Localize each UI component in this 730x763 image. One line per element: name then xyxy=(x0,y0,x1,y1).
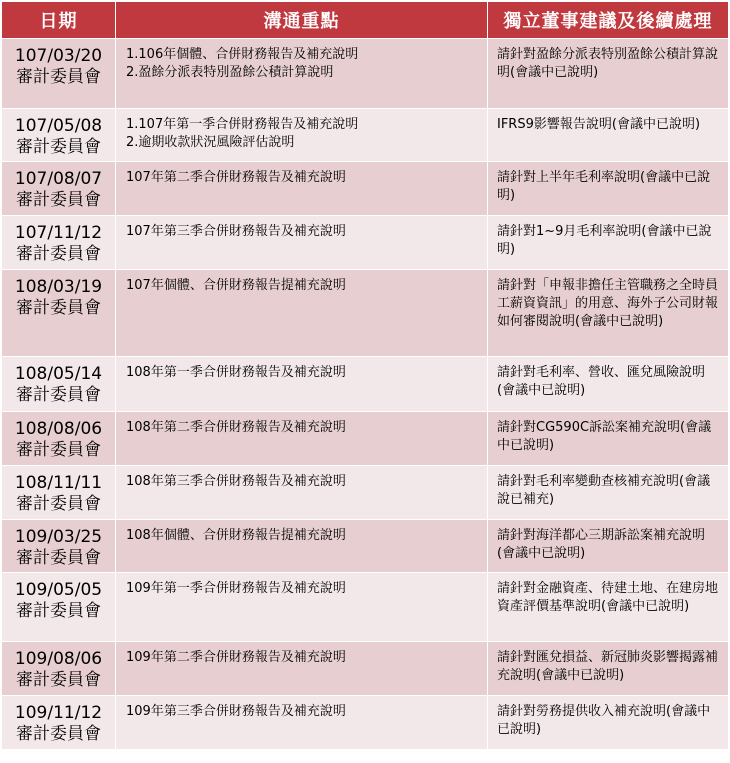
director-note: IFRS9影響報告說明(會議中已說明) xyxy=(497,117,701,132)
director-note: 請針對盈餘分派表特別盈餘公積計算說明(會議中已說明) xyxy=(497,47,719,80)
topic-cell xyxy=(116,216,488,270)
table-row xyxy=(2,696,729,750)
date-cell xyxy=(2,109,116,162)
note-cell xyxy=(488,696,729,750)
note-cell xyxy=(488,573,729,642)
topic-cell xyxy=(116,412,488,466)
date-cell xyxy=(2,39,116,109)
table-row xyxy=(2,39,729,109)
table-row xyxy=(2,466,729,520)
director-note: 請針對上半年毛利率說明(會議中已說明) xyxy=(497,170,711,203)
meeting-date: 109/08/06 xyxy=(14,649,103,669)
topic-item: 108年第一季合併財務報告及補充說明 xyxy=(126,365,346,380)
date-cell xyxy=(2,573,116,642)
topic-item: 1.107年第一季合併財務報告及補充說明 xyxy=(126,117,359,132)
director-note: 請針對海洋都心三期訴訟案補充說明(會議中已說明) xyxy=(497,528,706,561)
meeting-date: 109/05/05 xyxy=(14,580,103,600)
committee-name: 審計委員會 xyxy=(16,494,101,514)
date-cell xyxy=(2,162,116,216)
meeting-date: 109/11/12 xyxy=(14,703,103,723)
director-note: 請針對CG590C訴訟案補充說明(會議中已說明) xyxy=(497,420,712,453)
meeting-date: 108/05/14 xyxy=(14,364,103,384)
date-cell xyxy=(2,357,116,412)
note-cell xyxy=(488,520,729,573)
date-cell xyxy=(2,412,116,466)
note-cell xyxy=(488,642,729,696)
meeting-date: 108/11/11 xyxy=(14,473,103,493)
note-cell xyxy=(488,39,729,109)
topic-cell xyxy=(116,466,488,520)
note-cell xyxy=(488,162,729,216)
table-row xyxy=(2,520,729,573)
meeting-date: 108/08/06 xyxy=(14,419,103,439)
date-cell xyxy=(2,642,116,696)
table-row xyxy=(2,162,729,216)
topic-cell xyxy=(116,642,488,696)
table-row xyxy=(2,109,729,162)
committee-name: 審計委員會 xyxy=(16,190,101,210)
communication-table xyxy=(1,1,729,750)
topic-item: 109年第二季合併財務報告及補充說明 xyxy=(126,650,346,665)
note-cell xyxy=(488,109,729,162)
director-note: 請針對毛利率、營收、匯兌風險說明(會議中已說明) xyxy=(497,365,706,398)
date-cell xyxy=(2,466,116,520)
committee-name: 審計委員會 xyxy=(16,244,101,264)
topic-item: 108年第三季合併財務報告及補充說明 xyxy=(126,474,346,489)
director-note: 請針對金融資產、待建土地、在建房地資產評價基準說明(會議中已說明) xyxy=(497,581,719,614)
meeting-date: 107/03/20 xyxy=(14,46,103,66)
topic-cell xyxy=(116,520,488,573)
topic-item: 108年個體、合併財務報告提補充說明 xyxy=(126,528,346,543)
committee-name: 審計委員會 xyxy=(16,137,101,157)
committee-name: 審計委員會 xyxy=(16,440,101,460)
table-row xyxy=(2,357,729,412)
committee-name: 審計委員會 xyxy=(16,298,101,318)
topic-item: 109年第三季合併財務報告及補充說明 xyxy=(126,704,346,719)
note-cell xyxy=(488,357,729,412)
table-body xyxy=(2,39,729,750)
topic-item: 2.逾期收款狀況風險評估說明 xyxy=(126,135,295,150)
meeting-date: 108/03/19 xyxy=(14,277,103,297)
topic-item: 1.106年個體、合併財務報告及補充說明 xyxy=(126,47,359,62)
meeting-date: 107/05/08 xyxy=(14,116,103,136)
note-cell xyxy=(488,412,729,466)
director-note: 請針對「申報非擔任主管職務之全時員工薪資資訊」的用意、海外子公司財報如何審閱說明(會議中已說明) xyxy=(497,278,719,329)
note-cell xyxy=(488,216,729,270)
topic-cell xyxy=(116,696,488,750)
topic-cell xyxy=(116,573,488,642)
table-row xyxy=(2,642,729,696)
topic-item: 109年第一季合併財務報告及補充說明 xyxy=(126,581,346,596)
committee-name: 審計委員會 xyxy=(16,385,101,405)
director-note: 請針對匯兌損益、新冠肺炎影響揭露補充說明(會議中已說明) xyxy=(497,650,719,683)
topic-cell xyxy=(116,270,488,357)
header-note: 獨立董事建議及後續處理 xyxy=(488,2,729,39)
committee-name: 審計委員會 xyxy=(16,670,101,690)
director-note: 請針對1~9月毛利率說明(會議中已說明) xyxy=(497,224,712,257)
topic-cell xyxy=(116,39,488,109)
topic-cell xyxy=(116,109,488,162)
header-topic: 溝通重點 xyxy=(116,2,488,39)
director-note: 請針對毛利率變動查核補充說明(會議說已補充) xyxy=(497,474,711,507)
committee-name: 審計委員會 xyxy=(16,724,101,744)
header-date: 日期 xyxy=(2,2,116,39)
header-row xyxy=(2,2,729,39)
topic-item: 107年第二季合併財務報告及補充說明 xyxy=(126,170,346,185)
table-row xyxy=(2,270,729,357)
committee-name: 審計委員會 xyxy=(16,548,101,568)
table-row xyxy=(2,412,729,466)
note-cell xyxy=(488,466,729,520)
committee-name: 審計委員會 xyxy=(16,67,101,87)
topic-cell xyxy=(116,162,488,216)
director-note: 請針對勞務提供收入補充說明(會議中已說明) xyxy=(497,704,711,737)
meeting-date: 107/11/12 xyxy=(14,223,103,243)
table-row xyxy=(2,216,729,270)
table-row xyxy=(2,573,729,642)
date-cell xyxy=(2,520,116,573)
topic-item: 2.盈餘分派表特別盈餘公積計算說明 xyxy=(126,65,334,80)
topic-item: 107年第三季合併財務報告及補充說明 xyxy=(126,224,346,239)
meeting-date: 109/03/25 xyxy=(14,527,103,547)
date-cell xyxy=(2,216,116,270)
note-cell xyxy=(488,270,729,357)
topic-item: 107年個體、合併財務報告提補充說明 xyxy=(126,278,346,293)
committee-name: 審計委員會 xyxy=(16,601,101,621)
topic-cell xyxy=(116,357,488,412)
date-cell xyxy=(2,696,116,750)
date-cell xyxy=(2,270,116,357)
meeting-date: 107/08/07 xyxy=(14,169,103,189)
topic-item: 108年第二季合併財務報告及補充說明 xyxy=(126,420,346,435)
